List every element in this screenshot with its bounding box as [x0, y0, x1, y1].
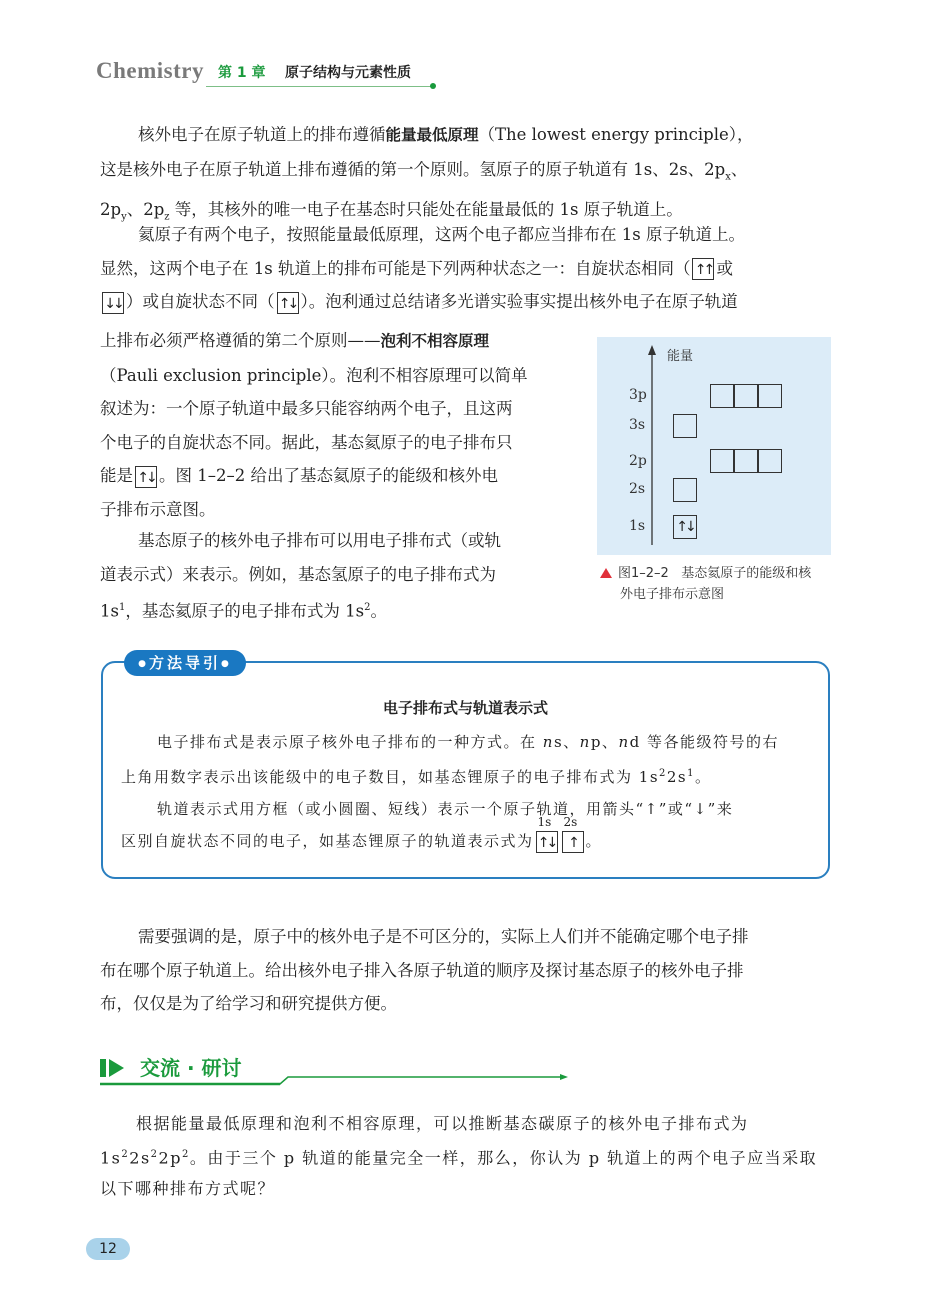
header-chapter: 第 1 章 [218, 65, 266, 81]
text: 2s [129, 1148, 151, 1168]
text: 根据能量最低原理和泡利不相容原理，可以推断基态碳原子的核外电子排布式为 [136, 1114, 749, 1133]
paragraph-pauli [100, 324, 570, 526]
superscript: 2 [150, 1149, 159, 1160]
superscript: 1 [687, 768, 696, 779]
text: 。 [585, 832, 603, 850]
text: 上排布必须严格遵循的第二个原则—— [100, 331, 381, 350]
orbital-2p-2 [734, 449, 758, 473]
orbital-3s [673, 414, 697, 438]
caption-number: 图1–2–2 [618, 566, 669, 581]
text: 。 [695, 768, 712, 786]
level-label-2s: 2s [629, 481, 646, 497]
text: ，基态氦原子的电子排布式为 1s [125, 601, 365, 621]
text: 2p [100, 200, 122, 220]
text: （Pauli exclusion principle）。泡利不相容原理可以简单 [100, 365, 528, 385]
orbital-2p-3 [758, 449, 782, 473]
energy-axis-label: 能量 [667, 349, 694, 364]
orbital-3p-2 [734, 384, 758, 408]
discussion-rule [100, 1074, 570, 1088]
term-lowest-energy: 能量最低原理 [385, 126, 479, 144]
text: 道表示式）来表示。例如，基态氢原子的电子排布式为 [100, 564, 496, 584]
subscript: y [121, 211, 127, 223]
header-rule [206, 86, 434, 87]
text: p、 [590, 733, 619, 751]
text: 核外电子在原子轨道上的排布遵循 [138, 125, 386, 144]
energy-level-figure [597, 337, 831, 555]
text: （The lowest energy principle）， [478, 125, 754, 144]
orbital-box-up-down: ↑↓ [135, 466, 157, 488]
orbital-2p-1 [710, 449, 734, 473]
orbital-box-up-down: ↑↓ [277, 292, 299, 314]
caption-triangle-icon [600, 568, 612, 578]
italic-n: n [618, 733, 630, 751]
superscript: 2 [181, 1149, 190, 1160]
superscript: 2 [364, 602, 371, 613]
superscript: 2 [121, 1149, 130, 1160]
header-subject: Chemistry [96, 58, 204, 83]
level-label-3s: 3s [629, 417, 646, 433]
italic-n: n [542, 733, 554, 751]
paragraph-helium [100, 218, 835, 319]
text: 子排布示意图。 [100, 499, 216, 519]
text: 2p [158, 1148, 182, 1168]
paragraph-indistinguishable [100, 920, 835, 1021]
paragraph-energy-principle [100, 118, 835, 234]
orbital-3p-1 [710, 384, 734, 408]
method-body [121, 726, 816, 857]
text: 1s [100, 601, 119, 621]
level-label-1s: 1s [629, 518, 646, 534]
text: 。图 1–2–2 给出了基态氦原子的能级和核外电 [159, 466, 498, 485]
text: 、2p [126, 200, 165, 220]
text: 显然，这两个电子在 1s 轨道上的排布可能是下列两种状态之一：自旋状态相同（ [100, 258, 691, 278]
text: ）。泡利通过总结诸多光谱实验事实提出核外电子在原子轨道 [300, 292, 738, 311]
text: 电子排布式是表示原子核外电子排布的一种方式。在 [157, 733, 543, 751]
superscript: 2 [659, 768, 667, 779]
header-dot [430, 83, 436, 89]
orbital-1s: ↑↓ [673, 515, 697, 539]
discussion-title: 交流 · 研讨 [140, 1056, 242, 1080]
text: 个电子的自旋状态不同。据此，基态氦原子的电子排布只 [100, 432, 513, 452]
text: 布，仅仅是为了给学习和研究提供方便。 [100, 994, 397, 1013]
orbital-box-up-up: ↑↑ [692, 258, 714, 280]
caption-text: 基态氦原子的能级和核 [681, 566, 812, 581]
text: s、 [553, 733, 580, 751]
bullet-icon: ● [138, 659, 149, 669]
orbital-3p-3 [758, 384, 782, 408]
figure-caption [600, 563, 832, 605]
discussion-body [100, 1108, 835, 1204]
italic-n: n [579, 733, 591, 751]
paragraph-electron-config [100, 524, 570, 628]
text: 1s [100, 1148, 122, 1168]
text: 等，其核外的唯一电子在基态时只能处在能量最低的 1s 原子轨道上。 [169, 200, 683, 220]
header-chapter-title: 原子结构与元素性质 [285, 65, 411, 81]
orbital-label-1s: 1s [537, 815, 552, 829]
text: 。由于三个 p 轨道的能量完全一样，那么，你认为 p 轨道上的两个电子应当采取 [189, 1148, 818, 1168]
level-label-2p: 2p [629, 453, 647, 469]
page-number: 12 [86, 1238, 130, 1260]
orbital-2s [673, 478, 697, 502]
text: d 等各能级符号的右 [629, 733, 779, 751]
caption-text: 外电子排布示意图 [620, 587, 725, 602]
method-guide-tag [124, 650, 246, 676]
text: ）或自旋状态不同（ [126, 292, 275, 311]
orbital-box-2s: ↑ [562, 831, 584, 853]
orbital-label-2s: 2s [563, 815, 578, 829]
orbital-box-1s: ↑↓ [536, 831, 558, 853]
subscript: z [164, 211, 170, 223]
term-pauli: 泡利不相容原理 [380, 332, 490, 350]
superscript: 1 [118, 602, 126, 613]
text: 或 [716, 258, 733, 278]
text: 基态原子的核外电子排布可以用电子排布式（或轨 [138, 531, 501, 550]
text: 上角用数字表示出该能级中的电子数目，如基态锂原子的电子排布式为 1s [121, 768, 660, 786]
level-label-3p: 3p [629, 387, 647, 403]
text: 这是核外电子在原子轨道上排布遵循的第一个原则。氢原子的原子轨道有 1s、2s、2p [100, 159, 726, 179]
subscript: x [725, 170, 731, 182]
text: 布在哪个原子轨道上。给出核外电子排入各原子轨道的顺序及探讨基态原子的核外电子排 [100, 960, 744, 980]
text: 、 [730, 159, 748, 179]
text: 轨道表示式用方框（或小圆圈、短线）表示一个原子轨道，用箭头“↑”或“↓”来 [157, 800, 734, 818]
text: 氦原子有两个电子，按照能量最低原理，这两个电子都应当排布在 1s 原子轨道上。 [138, 225, 745, 244]
text: 能是 [100, 466, 133, 485]
text: 需要强调的是，原子中的核外电子是不可区分的，实际上人们并不能确定哪个电子排 [138, 927, 749, 946]
text: 区别自旋状态不同的电子，如基态锂原子的轨道表示式为 [121, 832, 534, 850]
tag-label: 方法导引 [148, 654, 221, 672]
text: 2s [666, 768, 688, 786]
text: 。 [370, 601, 387, 621]
text: 以下哪种排布方式呢？ [100, 1179, 276, 1199]
method-title: 电子排布式与轨道表示式 [382, 699, 548, 717]
orbital-box-down-down: ↓↓ [102, 292, 124, 314]
text: 叙述为：一个原子轨道中最多只能容纳两个电子，且这两 [100, 399, 513, 418]
bullet-icon: ● [221, 659, 232, 669]
